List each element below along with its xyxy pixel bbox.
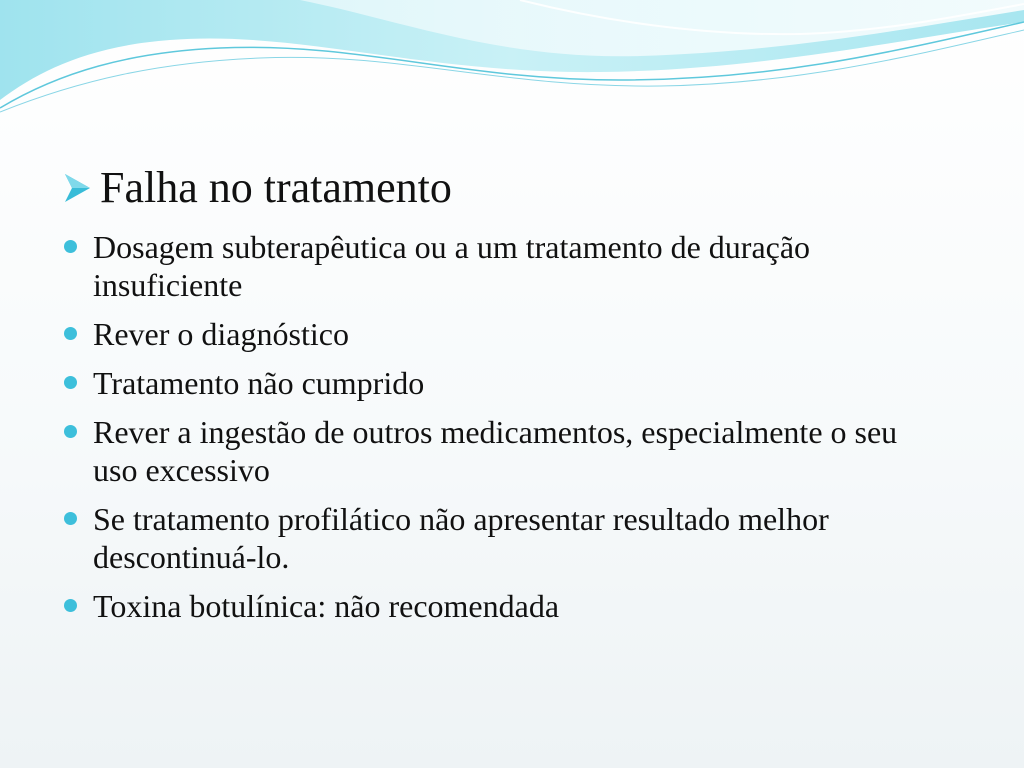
list-item [62,413,942,489]
slide-heading [62,160,452,216]
heading-text: Falha no tratamento [100,163,452,212]
list-item-text: Toxina botulínica: não recomendada [93,588,560,624]
dot-bullet-icon [64,376,77,389]
dot-bullet-icon [64,327,77,340]
wave-decoration [0,0,1024,130]
list-item-text: Rever o diagnóstico [93,316,349,352]
list-item [62,315,942,353]
list-item [62,364,942,402]
dot-bullet-icon [64,599,77,612]
list-item-text: Rever a ingestão de outros medicamentos, especialmente o seu uso excessivo [93,414,898,488]
list-item-text: Dosagem subterapêutica ou a um tratamento de duração insuficiente [93,229,811,303]
list-item [62,228,942,304]
list-item [62,500,942,576]
list-item-text: Tratamento não cumprido [93,365,425,401]
dot-bullet-icon [64,425,77,438]
dot-bullet-icon [64,240,77,253]
bullet-list [62,228,942,636]
list-item [62,587,942,625]
list-item-text: Se tratamento profilático não apresentar resultado melhor descontinuá-lo. [93,501,829,575]
dot-bullet-icon [64,512,77,525]
arrow-bullet-icon [62,168,94,208]
